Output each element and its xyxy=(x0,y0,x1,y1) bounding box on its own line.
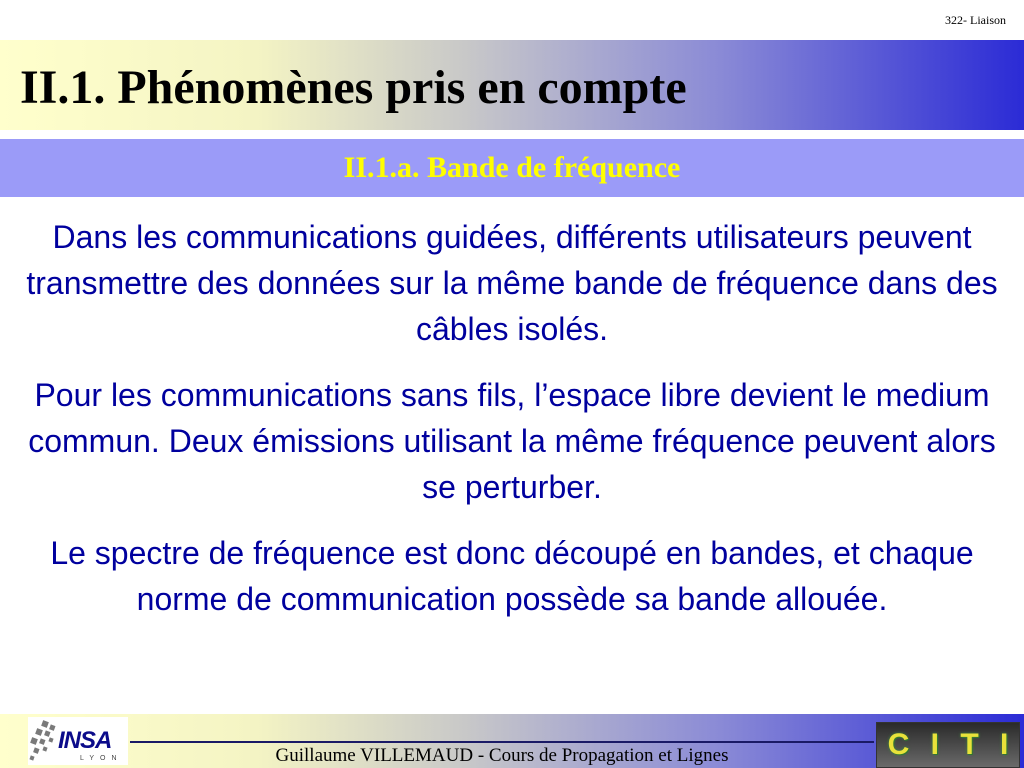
citi-letter-t: T xyxy=(960,728,979,761)
body-paragraph-2: Pour les communications sans fils, l’espace libre devient le medium commun. Deux émissions utilisant la même fréquence peuvent alors se perturber. xyxy=(28,377,996,505)
slide-subtitle: II.1.a. Bande de fréquence xyxy=(343,151,681,184)
insa-city: LYON xyxy=(80,755,123,762)
body-paragraph-3: Le spectre de fréquence est donc découpé en bandes, et chaque norme de communication possède sa bande allouée. xyxy=(50,535,974,617)
footer-divider xyxy=(130,741,874,743)
page-reference: 322- Liaison xyxy=(945,13,1006,27)
insa-dots-icon xyxy=(28,717,62,765)
insa-logo-icon xyxy=(28,717,128,765)
citi-letter-i-2: I xyxy=(999,728,1009,761)
citi-letter-i: I xyxy=(930,728,939,761)
insa-wordmark: INSA xyxy=(58,727,112,754)
body-paragraph-1: Dans les communications guidées, différents utilisateurs peuvent transmettre des données sur la même bande de fréquence dans des câbles isolés. xyxy=(26,219,998,347)
slide-title: II.1. Phénomènes pris en compte xyxy=(20,61,687,114)
footer-credit: Guillaume VILLEMAUD - Cours de Propagation et Lignes xyxy=(275,745,729,766)
citi-logo-icon xyxy=(876,722,1020,768)
slide-body xyxy=(20,214,1004,642)
citi-letter-c: C xyxy=(887,728,910,761)
